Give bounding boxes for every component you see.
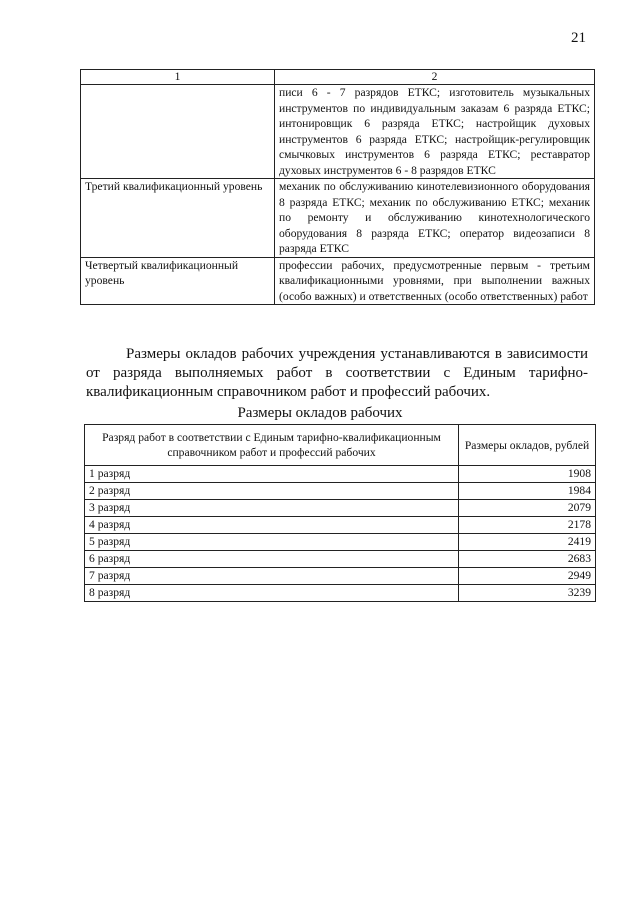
table-row (81, 85, 595, 179)
salary-cell: 1984 (459, 483, 596, 500)
salary-cell: 2419 (459, 534, 596, 551)
salary-table-header (85, 425, 596, 466)
salary-cell: 2079 (459, 500, 596, 517)
level-cell: Третий квалификационный уровень (81, 179, 275, 258)
professions-cell: писи 6 - 7 разрядов ЕТКС; изготовитель музыкальных инструментов по индивидуальным заказам 6 разряда ЕТКС; интонировщик 6 разряда ЕТКС; настройщик духовых инструментов 6 разряда ЕТКС; настройщик-регулировщик смычковых инструментов 6 разряда ЕТКС; реставратор духовых инструментов 6 - 8 разрядов ЕТКС (275, 85, 595, 179)
qualification-table (80, 69, 595, 305)
table-row (85, 483, 596, 500)
level-cell (81, 85, 275, 179)
qualification-table-header (81, 70, 595, 85)
table-row (81, 179, 595, 258)
professions-cell: механик по обслуживанию кинотелевизионного оборудования 8 разряда ЕТКС; механик по обслуживанию ЕТКС; механик по ремонту и обслуживанию кинотехнологического оборудования 8 разряда ЕТКС; оператор видеозаписи 8 разряда ЕТКС (275, 179, 595, 258)
grade-cell: 8 разряд (85, 585, 459, 602)
salary-cell: 1908 (459, 466, 596, 483)
table-row (85, 585, 596, 602)
grade-cell: 5 разряд (85, 534, 459, 551)
professions-cell: профессии рабочих, предусмотренные первым - третьим квалификационными уровнями, при выполнении важных (особо важных) и ответственных (особо ответственных) работ (275, 257, 595, 305)
table-row (85, 534, 596, 551)
salary-cell: 2949 (459, 568, 596, 585)
salary-cell: 3239 (459, 585, 596, 602)
table-row (85, 466, 596, 483)
table-row (85, 568, 596, 585)
body-paragraph (86, 345, 588, 402)
table-caption: Размеры окладов рабочих (237, 405, 403, 421)
column-number-1: 1 (81, 70, 275, 85)
table-row (85, 551, 596, 568)
table-row (81, 257, 595, 305)
level-cell: Четвертый квалификационный уровень (81, 257, 275, 305)
page-number: 21 (571, 30, 586, 46)
grade-cell: 7 разряд (85, 568, 459, 585)
column-number-2: 2 (275, 70, 595, 85)
table-row (85, 517, 596, 534)
grade-cell: 4 разряд (85, 517, 459, 534)
grade-cell: 6 разряд (85, 551, 459, 568)
grade-column-header: Разряд работ в соответствии с Единым тарифно-квалификационным справочником работ и профессий рабочих (85, 425, 459, 466)
grade-cell: 2 разряд (85, 483, 459, 500)
salary-cell: 2178 (459, 517, 596, 534)
table-row (85, 500, 596, 517)
paragraph-text: Размеры окладов рабочих учреждения устанавливаются в зависимости от разряда выполняемых работ в соответствии с Единым тарифно-квалификационным справочником работ и профессий рабочих. (86, 346, 588, 400)
salary-column-header: Размеры окладов, рублей (459, 425, 596, 466)
grade-cell: 3 разряд (85, 500, 459, 517)
salary-table (84, 424, 596, 602)
grade-cell: 1 разряд (85, 466, 459, 483)
salary-cell: 2683 (459, 551, 596, 568)
